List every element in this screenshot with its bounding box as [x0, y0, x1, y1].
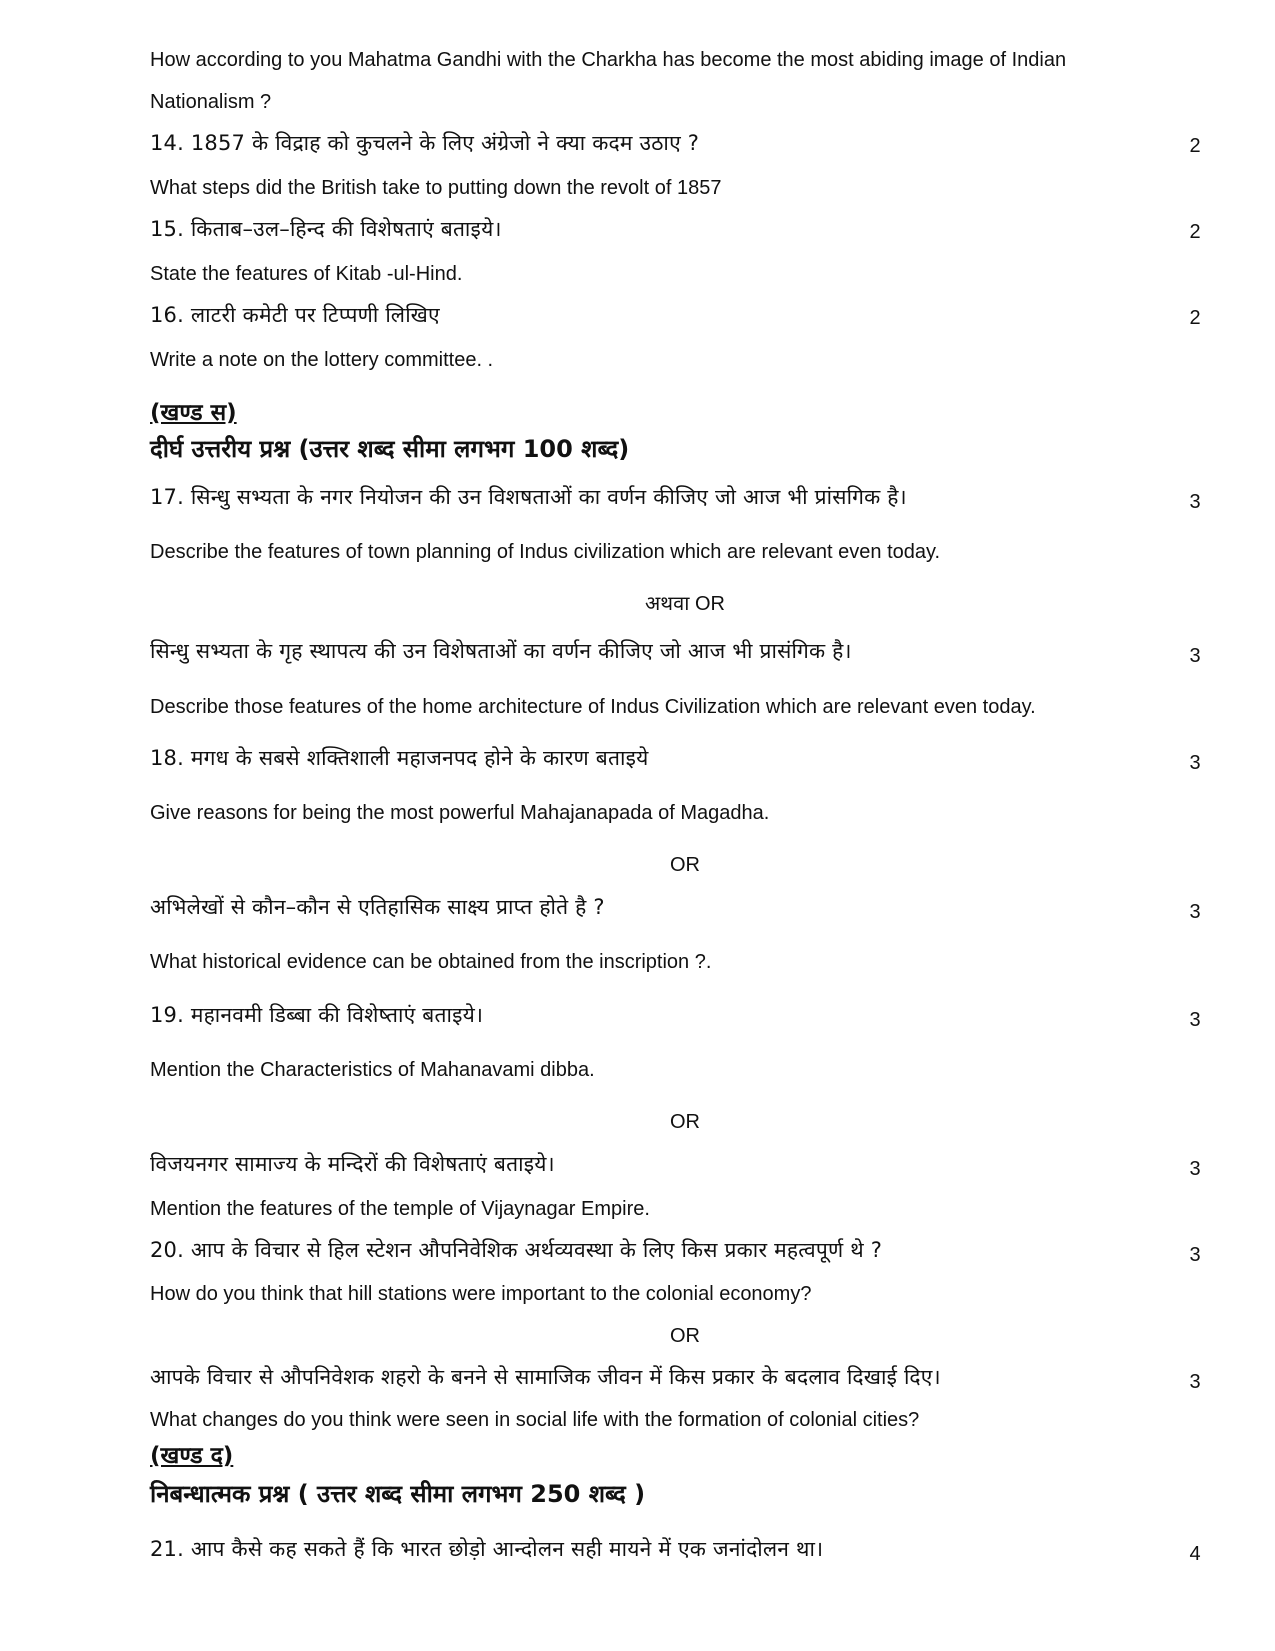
q16-english: Write a note on the lottery committee. . — [150, 349, 494, 371]
q15-english: State the features of Kitab -ul-Hind. — [150, 263, 463, 285]
q20-english: How do you think that hill stations were important to the colonial economy? — [150, 1283, 812, 1305]
q18-marks: 3 — [1189, 752, 1201, 774]
q14-english: What steps did the British take to putting down the revolt of 1857 — [150, 177, 722, 199]
q18-hindi: 18. मगध के सबसे शक्तिशाली महाजनपद होने के कारण बताइये — [150, 746, 649, 770]
q19-or-label: OR — [670, 1111, 700, 1133]
q19-english: Mention the Characteristics of Mahanavami dibba. — [150, 1059, 595, 1081]
q16-marks: 2 — [1189, 307, 1201, 329]
q17-english: Describe the features of town planning of Indus civilization which are relevant even today. — [150, 541, 941, 563]
q18-alt-english: What historical evidence can be obtained from the inscription ?. — [150, 951, 712, 973]
q20-or-label: OR — [670, 1325, 700, 1347]
section-c-heading: दीर्घ उत्तरीय प्रश्न (उत्तर शब्द सीमा लगभग 100 शब्द) — [150, 435, 630, 463]
q21-marks: 4 — [1189, 1543, 1201, 1565]
q18-alt-marks: 3 — [1189, 901, 1201, 923]
q19-alt-english: Mention the features of the temple of Vijaynagar Empire. — [150, 1198, 650, 1220]
q18-or-label: OR — [670, 854, 700, 876]
q17-or-label: अथवा OR — [645, 593, 725, 615]
q17-marks: 3 — [1189, 491, 1201, 513]
q18-alt-hindi: अभिलेखों से कौन–कौन से एतिहासिक साक्ष्य प्राप्त होते है ? — [150, 895, 605, 919]
q13-english-line-1: How according to you Mahatma Gandhi with the Charkha has become the most abiding image of Indian — [150, 49, 1067, 71]
q20-marks: 3 — [1189, 1244, 1201, 1266]
q20-alt-hindi: आपके विचार से औपनिवेशक शहरो के बनने से सामाजिक जीवन में किस प्रकार के बदलाव दिखाई दिए। — [150, 1365, 941, 1389]
q17-alt-english: Describe those features of the home architecture of Indus Civilization which are relevant even today. — [150, 696, 1036, 718]
q17-alt-hindi: सिन्धु सभ्यता के गृह स्थापत्य की उन विशेषताओं का वर्णन कीजिए जो आज भी प्रासंगिक है। — [150, 639, 852, 663]
q20-alt-marks: 3 — [1189, 1371, 1201, 1393]
q17-hindi: 17. सिन्धु सभ्यता के नगर नियोजन की उन विशषताओं का वर्णन कीजिए जो आज भी प्रांसगिक है। — [150, 485, 907, 509]
q20-alt-english: What changes do you think were seen in social life with the formation of colonial cities? — [150, 1409, 920, 1431]
q20-hindi: 20. आप के विचार से हिल स्टेशन औपनिवेशिक अर्थव्यवस्था के लिए किस प्रकार महत्वपूर्ण थे ? — [150, 1238, 883, 1262]
q19-marks: 3 — [1189, 1009, 1201, 1031]
q16-hindi: 16. लाटरी कमेटी पर टिप्पणी लिखिए — [150, 303, 440, 327]
section-d-title: (खण्ड द) — [150, 1443, 234, 1469]
q13-english-line-2: Nationalism ? — [150, 91, 272, 113]
q18-english: Give reasons for being the most powerful Mahajanapada of Magadha. — [150, 802, 770, 824]
q14-hindi: 14. 1857 के विद्राह को कुचलने के लिए अंग्रेजो ने क्या कदम उठाए ? — [150, 131, 700, 155]
q17-alt-marks: 3 — [1189, 645, 1201, 667]
q14-marks: 2 — [1189, 135, 1201, 157]
q19-alt-marks: 3 — [1189, 1158, 1201, 1180]
q21-hindi: 21. आप कैसे कह सकते हैं कि भारत छोड़ो आन्दोलन सही मायने में एक जनांदोलन था। — [150, 1537, 824, 1561]
q15-marks: 2 — [1189, 221, 1201, 243]
section-d-heading: निबन्धात्मक प्रश्न ( उत्तर शब्द सीमा लगभग 250 शब्द ) — [150, 1480, 646, 1508]
q19-alt-hindi: विजयनगर सामाज्य के मन्दिरों की विशेषताएं बताइये। — [150, 1152, 555, 1176]
section-c-title: (खण्ड स) — [150, 400, 237, 426]
q15-hindi: 15. किताब–उल–हिन्द की विशेषताएं बताइये। — [150, 217, 502, 241]
q19-hindi: 19. महानवमी डिब्बा की विशेष्ताएं बताइये। — [150, 1003, 484, 1027]
